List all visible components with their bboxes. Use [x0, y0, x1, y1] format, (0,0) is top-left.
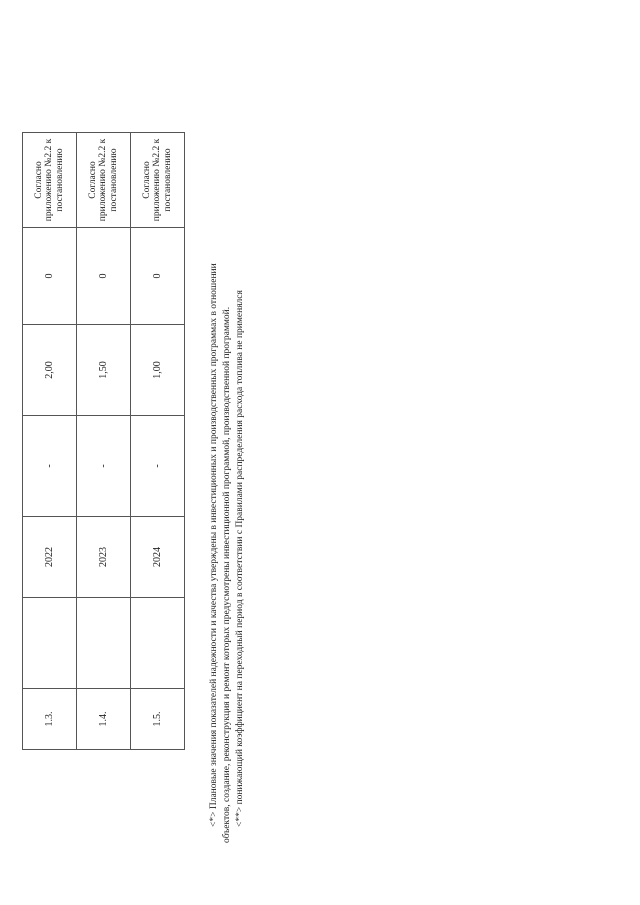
row-value: 1,50: [77, 325, 131, 416]
table-row: [77, 133, 131, 750]
row-dash: -: [77, 416, 131, 517]
footnotes: [208, 53, 247, 843]
row-dash: -: [23, 416, 77, 517]
row-note: Согласно приложению №2.2 к постановлению: [77, 133, 131, 228]
row-year: 2022: [23, 517, 77, 598]
row-number: 1.5.: [131, 689, 185, 750]
footnote-2: <**> понижающий коэффициент на переходный период в соответствии с Правилами распределения расхода топлива не применялся: [235, 290, 245, 827]
row-note: Согласно приложению №2.2 к постановлению: [23, 133, 77, 228]
table-row: [131, 133, 185, 750]
row-dash: -: [131, 416, 185, 517]
row-number: 1.4.: [77, 689, 131, 750]
row-year: 2024: [131, 517, 185, 598]
row-name: [131, 598, 185, 689]
row-name: [77, 598, 131, 689]
row-year: 2023: [77, 517, 131, 598]
row-note: Согласно приложению №2.2 к постановлению: [131, 133, 185, 228]
row-zero: 0: [23, 228, 77, 325]
footnote-1-line-1: <*> Плановые значения показателей надежности и качества утверждены в инвестиционных и производственных программах в отношении: [209, 263, 219, 827]
row-number: 1.3.: [23, 689, 77, 750]
table-row: [23, 133, 77, 750]
row-zero: 0: [77, 228, 131, 325]
row-zero: 0: [131, 228, 185, 325]
row-name: [23, 598, 77, 689]
row-value: 2,00: [23, 325, 77, 416]
indicators-table: [22, 132, 185, 750]
row-value: 1,00: [131, 325, 185, 416]
footnote-1-line-2: объектов, создание, реконструкция и ремонт которых предусмотрены инвестиционной программой, производственной программой.: [222, 306, 232, 843]
